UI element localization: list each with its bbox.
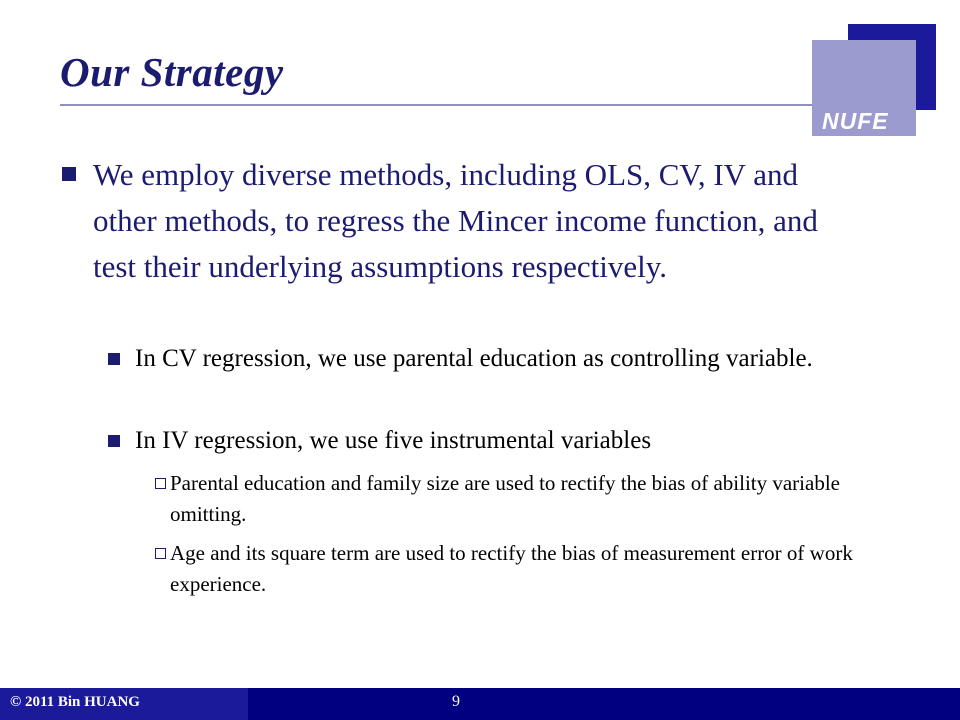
hollow-square-bullet-icon — [155, 478, 166, 489]
sub-bullet-text: In CV regression, we use parental education as controlling variable. — [135, 345, 813, 372]
title-underline — [60, 104, 820, 106]
hollow-square-bullet-icon — [155, 548, 166, 559]
footer-right-bar — [248, 688, 960, 720]
square-bullet-icon — [108, 353, 120, 365]
sub-sub-bullet-text: Age and its square term are used to rectify the bias of measurement error of work experience. — [170, 541, 853, 596]
square-bullet-icon — [62, 167, 76, 181]
slide-title: Our Strategy — [60, 49, 284, 95]
sub-bullet-iv — [108, 423, 868, 459]
sub-sub-bullet-age — [155, 538, 875, 600]
footer-copyright: © 2011 Bin HUANG — [10, 694, 140, 710]
logo-text: NUFE — [822, 108, 889, 134]
square-bullet-icon — [108, 435, 120, 447]
page-number: 9 — [452, 693, 460, 710]
sub-sub-bullet-text: Parental education and family size are used to rectify the bias of ability variable omitting. — [170, 471, 840, 526]
sub-bullet-text: In IV regression, we use five instrumental variables — [135, 427, 652, 454]
sub-sub-bullet-parental — [155, 468, 875, 530]
sub-bullet-cv — [108, 341, 868, 377]
main-bullet — [62, 152, 862, 290]
main-bullet-text: We employ diverse methods, including OLS, CV, IV and other methods, to regress the Mincer income function, and test their underlying assumptions respectively. — [93, 157, 818, 284]
